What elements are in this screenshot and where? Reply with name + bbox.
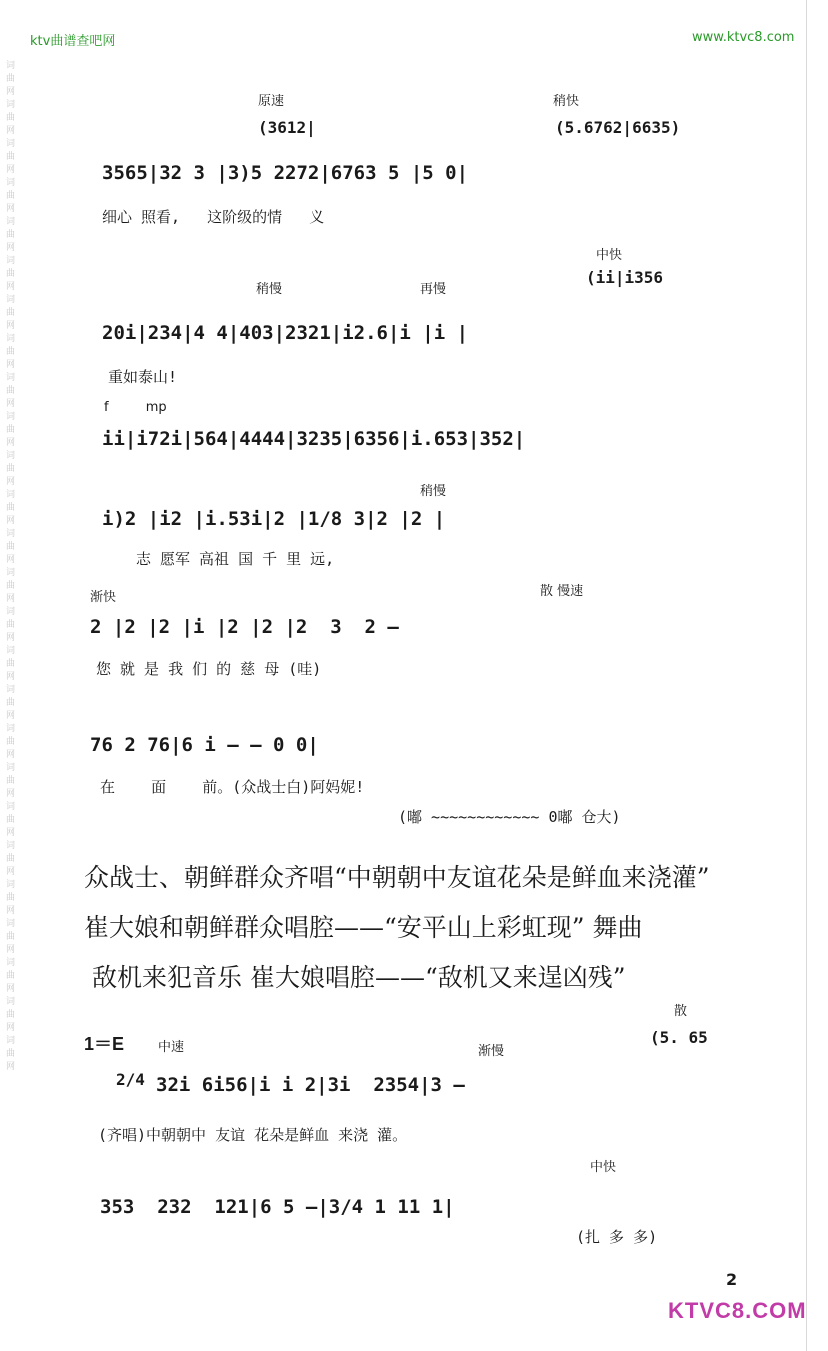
- notes-line: i)2 |i2 |i.53i|2 |1/8 3|2 |2 |: [102, 508, 446, 530]
- notes-line: 3565|32 3 |3)5 2272|6763 5 |5 0|: [102, 162, 469, 184]
- time-signature: 2/4: [116, 1070, 145, 1089]
- side-watermark: 词曲网词曲网词曲网词曲网词曲网词曲网词曲网词曲网词曲网词曲网词曲网词曲网词曲网词曲网词曲网词曲网词曲网词曲网词曲网词曲网词曲网词曲网词曲网词曲网词曲网词曲网: [6, 61, 16, 1072]
- upper-notes: (5. 65: [650, 1028, 708, 1047]
- lyrics-line: 在 面 前。(众战士白)阿妈妮!: [100, 778, 365, 796]
- upper-notes: (5.6762|6635): [555, 118, 681, 137]
- tempo-mark: 散 慢速: [540, 584, 584, 599]
- lyrics-line: 重如泰山!: [108, 368, 178, 386]
- tempo-mark: 渐快: [90, 590, 117, 605]
- tempo-mark: 稍慢: [420, 484, 447, 499]
- tempo-mark: 原速: [258, 94, 285, 109]
- tempo-mark: 中速: [158, 1040, 185, 1055]
- site-url-right[interactable]: www.ktvc8.com: [692, 30, 795, 45]
- upper-notes: (3612|: [258, 118, 316, 137]
- section-title: 敌机来犯音乐 崔大娘唱腔——“敌机又来逞凶残”: [92, 963, 626, 992]
- dynamic-marks: f mp: [104, 400, 167, 415]
- percussion-line: (嘟 ~~~~~~~~~~~~ 0嘟 仓大): [398, 808, 621, 826]
- page-edge-line: [806, 0, 807, 1351]
- notes-line: 2 |2 |2 |i |2 |2 |2 3 2 —: [90, 616, 399, 638]
- lyrics-line: 细心 照看, 这阶级的情 义: [102, 208, 325, 226]
- lyrics-line: 志 愿军 高祖 国 千 里 远,: [136, 550, 335, 568]
- site-name-left: ktv曲谱查吧网: [30, 34, 116, 49]
- tempo-mark: 中快: [590, 1160, 617, 1175]
- tempo-mark: 渐慢: [478, 1044, 505, 1059]
- site-logo: KTVC8.COM: [668, 1298, 807, 1323]
- lyrics-line: 您 就 是 我 们 的 慈 母 (哇): [96, 660, 322, 678]
- notes-line: 76 2 76|6 i — — 0 0|: [90, 734, 319, 756]
- key-signature: 1＝E: [84, 1034, 125, 1054]
- tempo-mark: 稍快: [553, 94, 580, 109]
- lyrics-line: (齐唱)中朝朝中 友谊 花朵是鲜血 来浇 灌。: [98, 1126, 408, 1144]
- notes-line: 32i 6i56|i i 2|3i 2354|3 —: [156, 1074, 465, 1096]
- notes-line: 20i|234|4 4|403|2321|i2.6|i |i |: [102, 322, 469, 344]
- notes-line: 353 232 121|6 5 —|3/4 1 11 1|: [100, 1196, 455, 1218]
- page-number: 2: [726, 1270, 738, 1289]
- percussion-line: (扎 多 多): [576, 1228, 658, 1246]
- tempo-mark: 散: [674, 1004, 688, 1019]
- notes-line: ii|i72i|564|4444|3235|6356|i.653|352|: [102, 428, 526, 450]
- upper-notes: (ii|i356: [586, 268, 664, 287]
- section-title: 崔大娘和朝鲜群众唱腔——“安平山上彩虹现” 舞曲: [84, 913, 643, 942]
- tempo-mark: 稍慢: [256, 282, 283, 297]
- tempo-mark: 再慢: [420, 282, 447, 297]
- tempo-mark: 中快: [596, 248, 623, 263]
- section-title: 众战士、朝鲜群众齐唱“中朝朝中友谊花朵是鲜血来浇灌”: [84, 863, 710, 892]
